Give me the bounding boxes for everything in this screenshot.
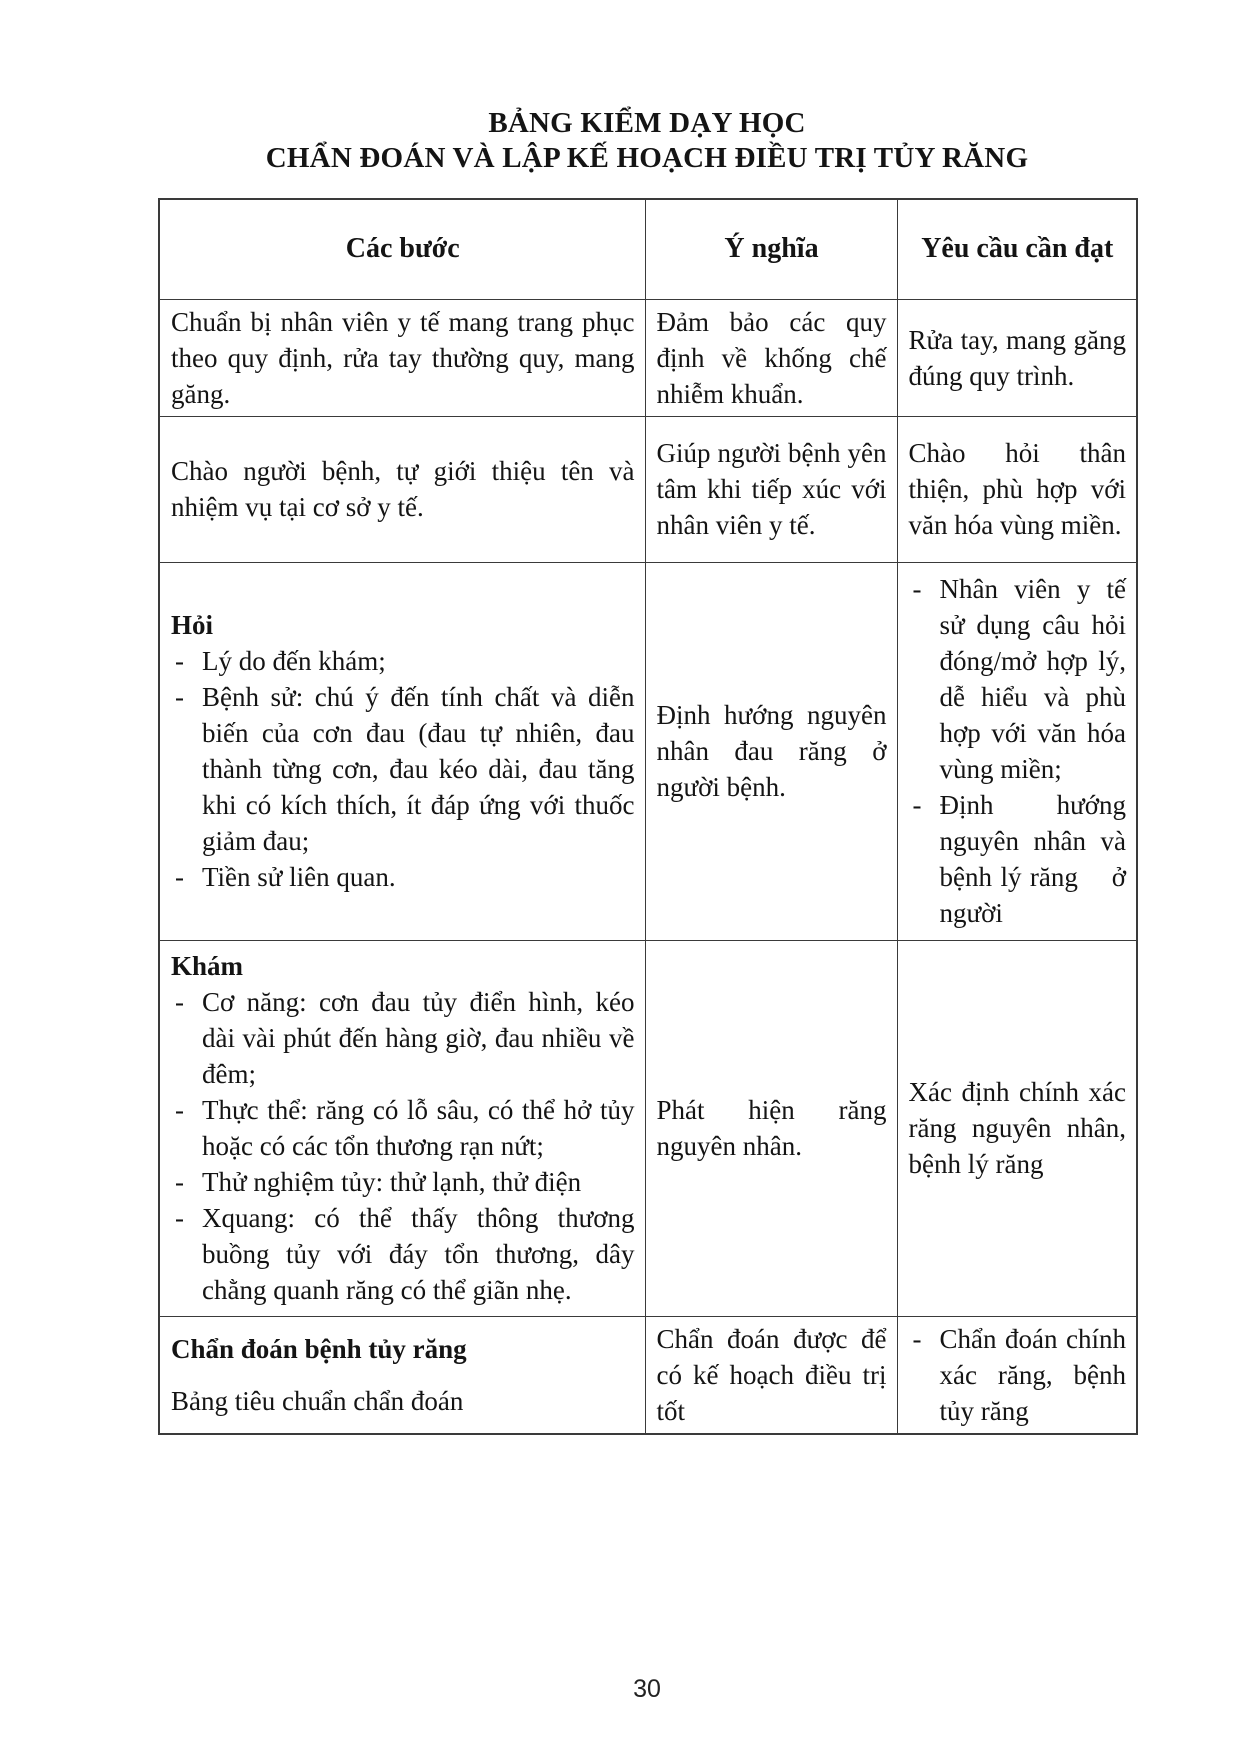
title-line-1: BẢNG KIỂM DẠY HỌC — [488, 107, 806, 139]
cell-requirement — [897, 940, 1137, 1316]
meaning-text: Đảm bảo các quy định về khống chế nhiễm khuẩn. — [656, 306, 887, 409]
meaning-text: Giúp người bệnh yên tâm khi tiếp xúc với nhân viên y tế. — [656, 438, 887, 540]
requirement-text: Chào hỏi thân thiện, phù hợp với văn hóa vùng miền. — [908, 438, 1126, 540]
cell-steps — [159, 562, 645, 940]
cell-meaning — [645, 940, 897, 1316]
cell-steps — [159, 416, 645, 562]
step-list-item: - Cơ năng: cơn đau tủy điển hình, kéo dài vài phút đến hàng giờ, đau nhiều về đêm; — [171, 984, 635, 1092]
teaching-checklist-table — [158, 198, 1138, 1435]
column-header-steps: Các bước — [159, 199, 645, 299]
requirement-list-item: - Nhân viên y tế sử dụng câu hỏi đóng/mở hợp lý, dễ hiểu và phù hợp với văn hóa vùng miền; — [909, 571, 1127, 787]
step-text: Bảng tiêu chuẩn chẩn đoán — [171, 1385, 464, 1416]
step-list-item: - Bệnh sử: chú ý đến tính chất và diễn biến của cơn đau (đau tự nhiên, đau thành từng cơn, đau kéo dài, đau tăng khi có kích thích, ít đáp ứng với thuốc giảm đau; — [171, 679, 635, 859]
cell-meaning — [645, 416, 897, 562]
row-greet — [159, 416, 1137, 562]
document-title — [158, 106, 1136, 176]
requirement-list-item: - Chẩn đoán chính xác răng, bệnh tủy răng — [909, 1321, 1127, 1429]
requirement-list-item: - Định hướng nguyên nhân và bệnh lý răng ở người — [909, 787, 1127, 931]
cell-steps — [159, 1316, 645, 1434]
step-heading: Hỏi — [171, 610, 214, 640]
step-list-item: - Tiền sử liên quan. — [171, 859, 635, 895]
cell-requirement — [897, 1316, 1137, 1434]
step-list-item: - Thực thể: răng có lỗ sâu, có thể hở tủy hoặc có các tổn thương rạn nứt; — [171, 1092, 635, 1164]
cell-steps — [159, 299, 645, 416]
cell-requirement — [897, 562, 1137, 940]
row-examine — [159, 940, 1137, 1316]
cell-steps — [159, 940, 645, 1316]
meaning-text: Định hướng nguyên nhân đau răng ở người bệnh. — [656, 700, 887, 802]
row-diagnose — [159, 1316, 1137, 1434]
cell-requirement — [897, 299, 1137, 416]
requirement-text: Rửa tay, mang găng đúng quy trình. — [908, 324, 1126, 391]
column-header-requirement: Yêu cầu cần đạt — [897, 199, 1137, 299]
step-list-item: - Lý do đến khám; — [171, 643, 635, 679]
title-line-2: CHẨN ĐOÁN VÀ LẬP KẾ HOẠCH ĐIỀU TRỊ TỦY RĂNG — [265, 142, 1029, 174]
cell-requirement — [897, 416, 1137, 562]
row-ask — [159, 562, 1137, 940]
step-list-item: - Thử nghiệm tủy: thử lạnh, thử điện — [171, 1164, 635, 1200]
step-heading: Chẩn đoán bệnh tủy răng — [171, 1333, 467, 1364]
row-prepare — [159, 299, 1137, 416]
meaning-text: Phát hiện răng nguyên nhân. — [656, 1095, 887, 1161]
table-header-row — [159, 199, 1137, 299]
step-list-item: - Xquang: có thể thấy thông thương buồng tủy với đáy tổn thương, dây chằng quanh răng có thể giãn nhẹ. — [171, 1200, 635, 1308]
cell-meaning — [645, 299, 897, 416]
step-text: Chào người bệnh, tự giới thiệu tên và nhiệm vụ tại cơ sở y tế. — [171, 456, 635, 522]
cell-meaning — [645, 562, 897, 940]
step-text: Chuẩn bị nhân viên y tế mang trang phục theo quy định, rửa tay thường quy, mang găng. — [171, 306, 635, 409]
column-header-meaning: Ý nghĩa — [645, 199, 897, 299]
meaning-text: Chẩn đoán được để có kế hoạch điều trị tốt — [656, 1323, 887, 1426]
cell-meaning — [645, 1316, 897, 1434]
page-number: 30 — [633, 1674, 661, 1703]
step-heading: Khám — [171, 951, 244, 981]
requirement-text: Xác định chính xác răng nguyên nhân, bệnh lý răng — [908, 1077, 1126, 1179]
